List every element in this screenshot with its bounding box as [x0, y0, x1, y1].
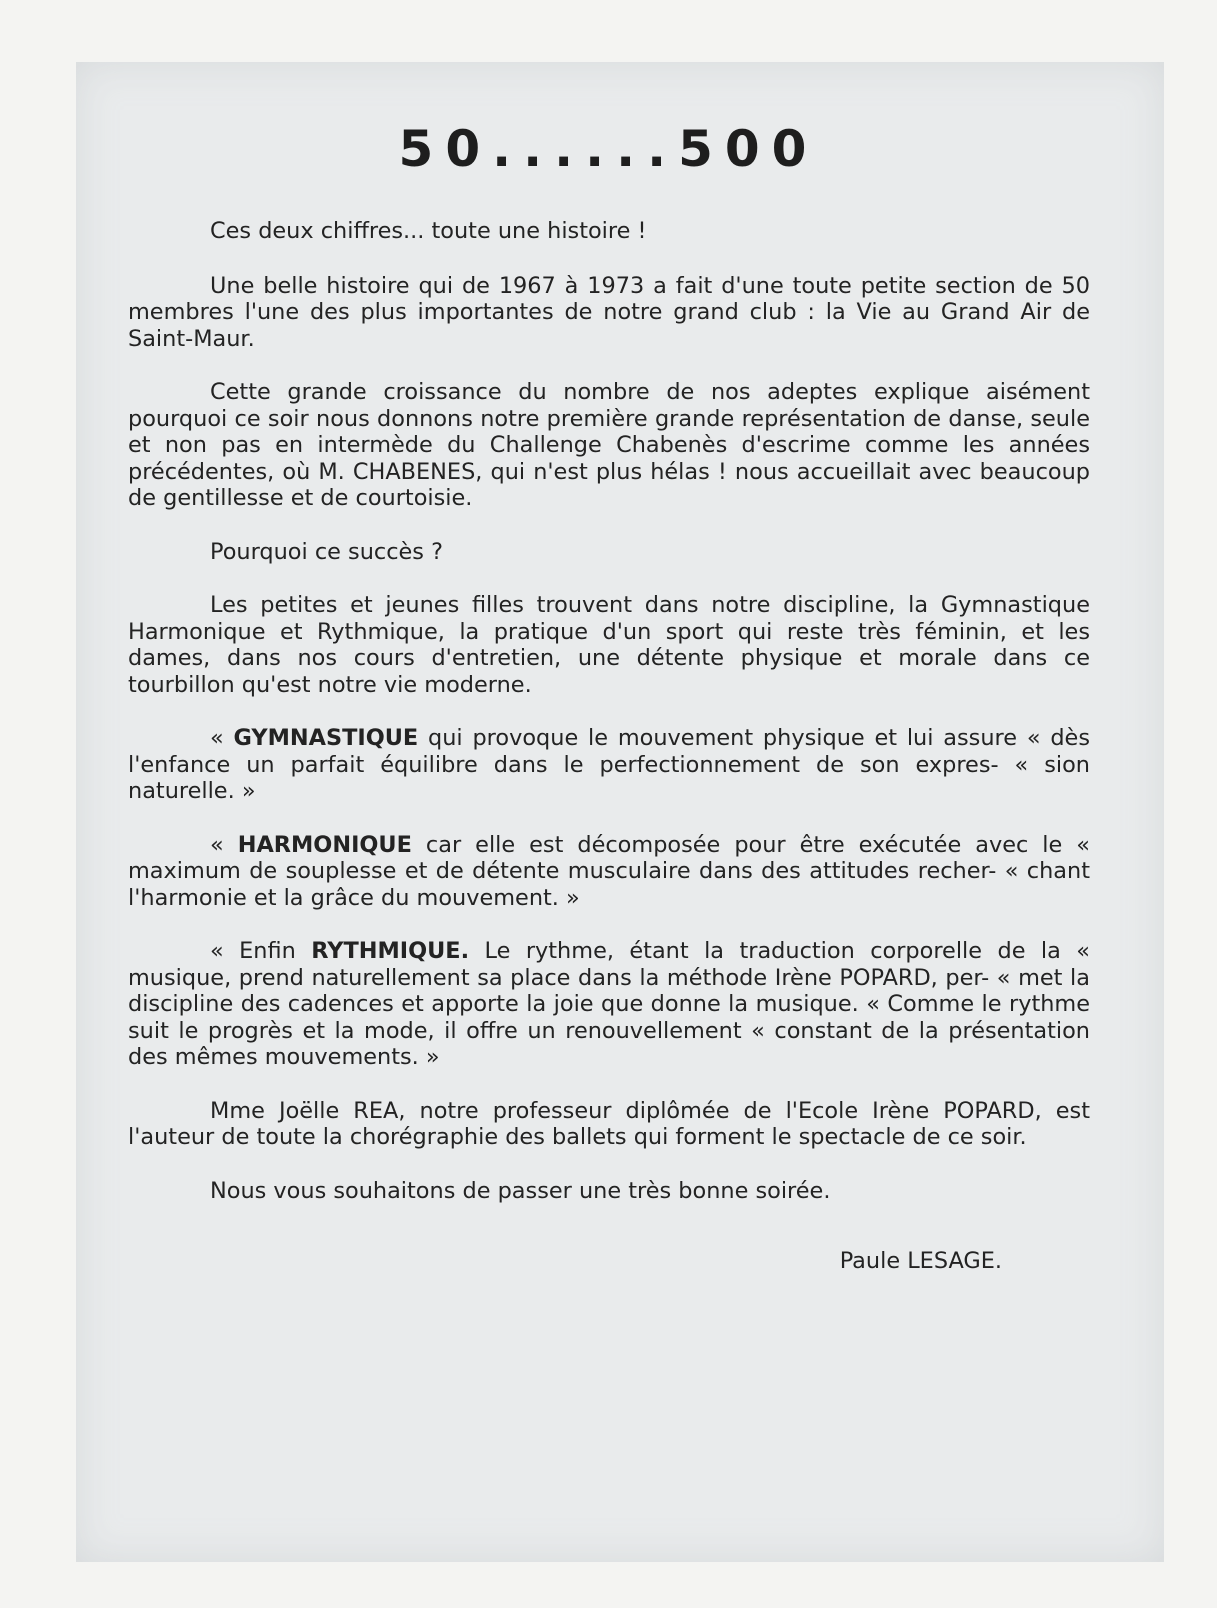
- keyword-gymnastique: GYMNASTIQUE: [233, 725, 419, 751]
- paragraph-question: Pourquoi ce succès ?: [210, 538, 443, 565]
- quote-open-mark: «: [210, 725, 234, 751]
- page-title: 50......500: [398, 120, 819, 178]
- quote-rythmique: [128, 938, 1090, 1071]
- paragraph-intro: Ces deux chiffres... toute une histoire !: [210, 218, 647, 244]
- paragraph-growth: Cette grande croissance du nombre de nos adeptes explique aisément pourquoi ce soir nous donnons notre première grande représentation de danse, seule et non pas en intermède du Challenge Chabenès d'escrime comme les années précédentes, où M. CHABENES, qui n'est plus hélas ! nous accueillait avec beaucoup de gentillesse et de courtoisie.: [128, 379, 1090, 511]
- paragraph-professor: Mme Joëlle REA, notre professeur diplômée de l'Ecole Irène POPARD, est l'auteur de toute la chorégraphie des ballets qui forment le spectacle de ce soir.: [128, 1097, 1090, 1150]
- quote-rythmique-text: Le rythme, étant la traduction corporelle de la « musique, prend naturellement sa place dans la méthode Irène POPARD, per- « met la discipline des cadences et apporte la joie que donne la musique. « Comme le rythme suit le progrès et la mode, il offre un renouvellement « constant de la présentation des mêmes mouvements. »: [128, 938, 1090, 1070]
- keyword-rythmique: RYTHMIQUE.: [311, 938, 470, 964]
- quote-open-mark: «: [210, 831, 238, 858]
- quote-harmonique: [128, 832, 1090, 912]
- paragraph-history: Une belle histoire qui de 1967 à 1973 a fait d'une toute petite section de 50 membres l'une des plus importantes de notre grand club : la Vie au Grand Air de Saint-Maur.: [128, 272, 1090, 352]
- quote-harmonique-text: car elle est décomposée pour être exécutée avec le « maximum de souplesse et de détente musculaire dans des attitudes recher- « chant l'harmonie et la grâce du mouvement. »: [128, 831, 1090, 911]
- quote-open-mark: « Enfin: [210, 938, 312, 964]
- letter-body: [128, 218, 1090, 1302]
- quote-gymnastique: [128, 725, 1090, 805]
- signature: Paule LESAGE.: [839, 1248, 1002, 1274]
- quote-gymnastique-text: qui provoque le mouvement physique et lui assure « dès l'enfance un parfait équilibre dans le perfectionnement de son expres- « sion naturelle. »: [128, 725, 1090, 804]
- keyword-harmonique: HARMONIQUE: [237, 831, 412, 858]
- paragraph-wishes: Nous vous souhaitons de passer une très bonne soirée.: [210, 1177, 831, 1204]
- paragraph-discipline: Les petites et jeunes filles trouvent dans notre discipline, la Gymnastique Harmonique et Rythmique, la pratique d'un sport qui reste très féminin, et les dames, dans nos cours d'entretien, une détente physique et morale dans ce tourbillon qu'est notre vie moderne.: [128, 592, 1090, 698]
